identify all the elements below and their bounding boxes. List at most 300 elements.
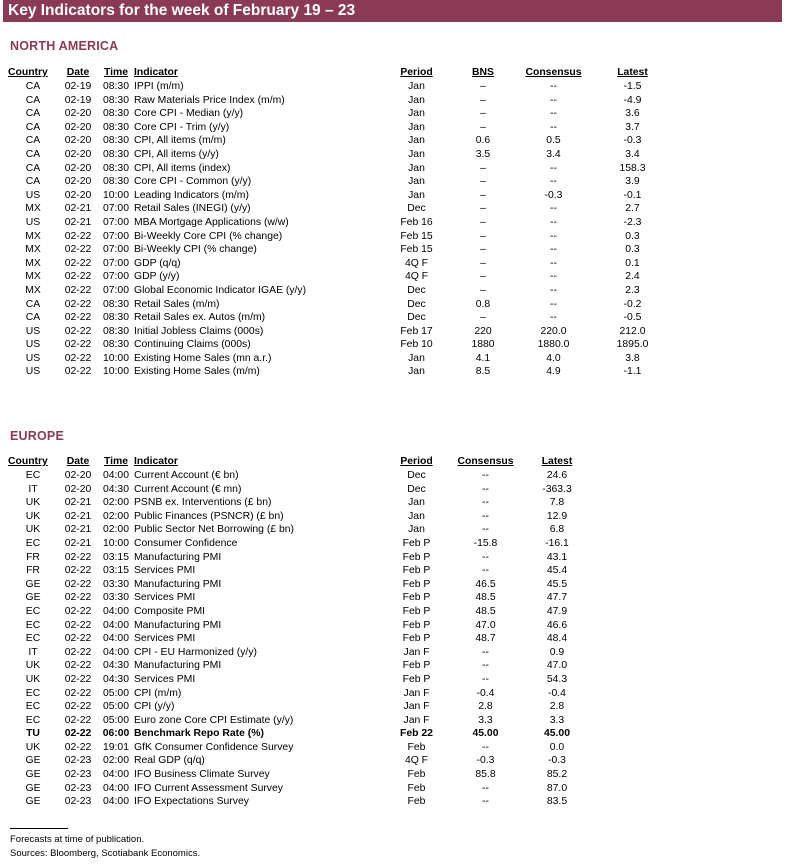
cell-bns: –	[480, 244, 486, 256]
cell-country: US	[25, 366, 41, 378]
cell-country: UK	[25, 497, 41, 509]
cell-consensus: 3.4	[546, 148, 561, 160]
cell-country: MX	[25, 230, 41, 242]
cell-date: 02-22	[64, 325, 92, 337]
cell-indicator: CPI, All items (m/m)	[134, 135, 226, 147]
cell-period: Feb P	[402, 633, 431, 645]
cell-bns: 0.6	[475, 135, 491, 147]
cell-consensus: --	[550, 176, 557, 188]
cell-period: Feb	[407, 769, 426, 781]
footnote-sources: Sources: Bloomberg, Scotiabank Economics.	[10, 848, 201, 859]
cell-latest: -0.2	[623, 298, 642, 310]
cell-latest: 87.0	[546, 782, 568, 794]
cell-consensus: --	[550, 108, 557, 120]
table-row	[8, 311, 675, 325]
cell-indicator: Services PMI	[134, 673, 196, 685]
cell-date: 02-21	[64, 537, 92, 549]
cell-latest: 7.8	[549, 497, 565, 509]
cell-period: Jan	[408, 108, 425, 120]
cell-consensus: --	[550, 244, 557, 256]
table-row	[8, 523, 592, 537]
cell-latest: -363.3	[542, 483, 572, 495]
cell-consensus: --	[482, 497, 489, 509]
table-row	[8, 94, 675, 108]
cell-indicator: Manufacturing PMI	[134, 619, 222, 631]
cell-indicator: CPI, All items (index)	[134, 162, 231, 174]
cell-country: EC	[25, 633, 41, 645]
cell-time: 02:00	[102, 755, 129, 767]
cell-time: 10:00	[102, 352, 129, 364]
banner-title: Key Indicators for the week of February 19 – 23	[8, 2, 356, 19]
cell-consensus: -0.3	[544, 189, 563, 201]
cell-consensus: --	[482, 673, 489, 685]
cell-date: 02-23	[64, 769, 92, 781]
table-row	[8, 243, 675, 257]
cell-indicator: Real GDP (q/q)	[134, 755, 205, 767]
cell-bns: –	[480, 176, 486, 188]
cell-latest: 3.6	[625, 108, 640, 120]
cell-country: EC	[25, 701, 41, 713]
cell-indicator: Initial Jobless Claims (000s)	[134, 325, 264, 337]
cell-country: CA	[25, 121, 41, 133]
cell-consensus: --	[482, 551, 489, 563]
cell-country: EC	[25, 470, 41, 481]
cell-date: 02-20	[64, 135, 92, 147]
cell-date: 02-23	[64, 782, 92, 794]
cell-time: 07:00	[102, 244, 129, 256]
cell-consensus: 2.8	[478, 701, 493, 713]
cell-date: 02-22	[64, 728, 92, 740]
cell-period: Feb	[407, 741, 426, 753]
cell-latest: 85.2	[546, 769, 568, 781]
cell-time: 06:00	[102, 728, 130, 740]
cell-bns: 4.1	[475, 352, 491, 364]
cell-period: Jan	[408, 148, 425, 160]
cell-indicator: CPI, All items (y/y)	[134, 148, 219, 160]
cell-date: 02-22	[64, 366, 92, 378]
cell-country: EC	[25, 605, 41, 617]
table-row	[8, 646, 592, 660]
page-banner	[3, 0, 782, 22]
cell-date: 02-22	[64, 592, 92, 604]
table-row	[8, 659, 592, 673]
table-row	[8, 496, 592, 510]
cell-time: 05:00	[102, 714, 129, 726]
cell-date: 02-23	[64, 755, 92, 767]
cell-country: UK	[25, 660, 41, 672]
cell-date: 02-22	[64, 257, 92, 269]
cell-period: Dec	[407, 298, 426, 310]
cell-latest: 45.4	[546, 565, 568, 577]
cell-time: 10:00	[102, 366, 129, 378]
cell-period: Feb	[407, 782, 426, 794]
cell-country: MX	[25, 284, 41, 296]
cell-indicator: Manufacturing PMI	[134, 578, 222, 590]
cell-consensus: -15.8	[473, 537, 498, 549]
cell-bns: –	[480, 284, 486, 296]
cell-country: IT	[28, 646, 38, 658]
cell-period: Jan	[408, 510, 425, 522]
cell-country: FR	[26, 565, 40, 577]
cell-date: 02-22	[64, 284, 92, 296]
cell-time: 04:30	[102, 673, 129, 685]
table-header-row	[8, 65, 675, 80]
cell-country: CA	[25, 176, 41, 188]
col-header-latest: Latest	[617, 67, 648, 78]
cell-country: GE	[25, 755, 41, 767]
cell-bns: –	[480, 121, 486, 133]
table-row	[8, 795, 592, 809]
cell-indicator: Benchmark Repo Rate (%)	[134, 728, 264, 740]
cell-indicator: Retail Sales (INEGI) (y/y)	[134, 203, 251, 215]
cell-consensus: --	[550, 312, 557, 324]
cell-latest: 47.7	[546, 592, 568, 604]
cell-latest: 3.4	[625, 148, 640, 160]
table-row	[8, 80, 675, 94]
cell-date: 02-22	[64, 633, 92, 645]
cell-time: 08:30	[102, 148, 129, 160]
cell-date: 02-22	[64, 565, 92, 577]
cell-period: Feb P	[402, 619, 431, 631]
cell-country: MX	[25, 203, 41, 215]
cell-country: CA	[25, 312, 41, 324]
footnote-divider	[10, 828, 68, 829]
cell-bns: –	[480, 162, 486, 174]
cell-country: CA	[25, 108, 41, 120]
table-row	[8, 591, 592, 605]
cell-indicator: Core CPI - Trim (y/y)	[134, 121, 230, 133]
cell-indicator: Manufacturing PMI	[134, 660, 222, 672]
table-row	[8, 564, 592, 578]
cell-date: 02-21	[64, 524, 92, 536]
cell-latest: 54.3	[546, 673, 568, 685]
cell-country: MX	[25, 257, 41, 269]
cell-time: 04:00	[102, 619, 129, 631]
cell-date: 02-22	[64, 578, 92, 590]
cell-indicator: IPPI (m/m)	[134, 81, 184, 92]
cell-date: 02-22	[64, 646, 92, 658]
cell-latest: -1.1	[623, 366, 642, 378]
cell-country: EC	[25, 687, 41, 699]
cell-consensus: 47.0	[475, 619, 496, 631]
cell-consensus: --	[482, 796, 489, 808]
cell-period: Jan	[408, 94, 425, 106]
cell-indicator: Core CPI - Median (y/y)	[134, 108, 244, 120]
cell-date: 02-22	[64, 244, 92, 256]
cell-country: US	[25, 352, 41, 364]
table-row	[8, 605, 592, 619]
cell-indicator: Global Economic Indicator IGAE (y/y)	[134, 284, 307, 296]
cell-consensus: 3.3	[478, 714, 493, 726]
cell-country: GE	[25, 592, 41, 604]
col-header-consensus: Consensus	[525, 67, 582, 78]
cell-consensus: 48.5	[475, 605, 496, 617]
cell-time: 04:00	[102, 605, 129, 617]
cell-period: Jan	[408, 366, 425, 378]
cell-latest: 2.7	[625, 203, 640, 215]
table-row	[8, 338, 675, 352]
table-row	[8, 284, 675, 298]
cell-date: 02-22	[64, 230, 92, 242]
table-row	[8, 714, 592, 728]
cell-consensus: --	[550, 284, 557, 296]
cell-country: CA	[25, 135, 41, 147]
table-row	[8, 537, 592, 551]
cell-indicator: Services PMI	[134, 565, 196, 577]
cell-latest: 83.5	[546, 796, 568, 808]
table-row	[8, 782, 592, 796]
cell-latest: -0.5	[623, 312, 642, 324]
cell-period: Dec	[407, 203, 426, 215]
cell-time: 10:00	[102, 189, 129, 201]
col-header-period: Period	[400, 67, 433, 78]
cell-indicator: PSNB ex. Interventions (£ bn)	[134, 497, 272, 509]
cell-consensus: --	[482, 782, 489, 794]
cell-indicator: Retail Sales (m/m)	[134, 298, 220, 310]
cell-time: 04:00	[102, 646, 129, 658]
cell-time: 10:00	[102, 537, 129, 549]
cell-country: UK	[25, 741, 41, 753]
cell-date: 02-22	[64, 660, 92, 672]
cell-period: Jan	[408, 352, 425, 364]
cell-country: UK	[25, 673, 41, 685]
cell-time: 03:15	[102, 565, 129, 577]
cell-period: Jan F	[403, 714, 430, 726]
cell-indicator: Euro zone Core CPI Estimate (y/y)	[134, 714, 294, 726]
cell-bns: –	[480, 189, 486, 201]
cell-country: CA	[25, 81, 41, 92]
cell-bns: –	[480, 257, 486, 269]
table-row	[8, 325, 675, 339]
cell-date: 02-22	[64, 271, 92, 283]
cell-bns: –	[480, 271, 486, 283]
table-row	[8, 741, 592, 755]
cell-period: Dec	[407, 284, 426, 296]
cell-country: US	[25, 216, 41, 228]
cell-time: 07:00	[102, 230, 129, 242]
cell-latest: 12.9	[546, 510, 568, 522]
col-header-date: Date	[66, 67, 90, 78]
cell-latest: 47.9	[546, 605, 568, 617]
cell-period: Jan F	[403, 701, 430, 713]
cell-indicator: Current Account (€ mn)	[134, 483, 242, 495]
table-row	[8, 121, 675, 135]
cell-time: 07:00	[102, 216, 129, 228]
cell-latest: 3.7	[625, 121, 640, 133]
cell-period: Feb P	[402, 537, 431, 549]
cell-time: 08:30	[102, 135, 129, 147]
cell-period: Feb	[407, 796, 426, 808]
cell-time: 05:00	[102, 701, 129, 713]
cell-latest: 3.8	[625, 352, 640, 364]
cell-latest: -16.1	[545, 537, 569, 549]
cell-period: Jan	[408, 524, 425, 536]
cell-date: 02-21	[64, 497, 92, 509]
cell-time: 08:30	[102, 94, 129, 106]
cell-bns: –	[480, 216, 486, 228]
cell-indicator: Existing Home Sales (m/m)	[134, 366, 260, 378]
table-row	[8, 687, 592, 701]
cell-country: US	[25, 325, 41, 337]
cell-consensus: 4.9	[546, 366, 561, 378]
north-america-table	[8, 65, 675, 379]
cell-time: 03:30	[102, 578, 129, 590]
cell-time: 03:30	[102, 592, 129, 604]
cell-period: Jan	[408, 189, 425, 201]
cell-indicator: Services PMI	[134, 633, 196, 645]
cell-indicator: Manufacturing PMI	[134, 551, 222, 563]
table-row	[8, 257, 675, 271]
cell-period: Feb P	[402, 551, 431, 563]
cell-date: 02-21	[64, 216, 92, 228]
cell-period: Jan	[408, 121, 425, 133]
col-header-date: Date	[66, 456, 90, 467]
cell-country: GE	[25, 769, 41, 781]
cell-period: Feb 22	[400, 728, 433, 740]
cell-consensus: 0.5	[546, 135, 561, 147]
cell-country: GE	[25, 796, 41, 808]
cell-latest: 1895.0	[616, 339, 649, 351]
cell-latest: 0.9	[549, 646, 565, 658]
cell-latest: 6.8	[549, 524, 565, 536]
cell-consensus: 46.5	[475, 578, 496, 590]
cell-consensus: --	[550, 230, 557, 242]
cell-bns: 0.8	[475, 298, 491, 310]
cell-latest: 0.0	[549, 741, 565, 753]
table-row	[8, 510, 592, 524]
cell-consensus: 1880.0	[537, 339, 570, 351]
cell-latest: 0.3	[625, 230, 640, 242]
col-header-time: Time	[103, 456, 129, 467]
table-row	[8, 148, 675, 162]
cell-indicator: IFO Expectations Survey	[134, 796, 249, 808]
cell-indicator: GDP (y/y)	[134, 271, 180, 283]
table-row	[8, 175, 675, 189]
cell-date: 02-21	[64, 203, 92, 215]
cell-latest: -4.9	[623, 94, 642, 106]
cell-consensus: -0.4	[476, 687, 495, 699]
table-header-row	[8, 454, 592, 469]
cell-period: 4Q F	[404, 257, 429, 269]
cell-date: 02-22	[64, 298, 92, 310]
cell-date: 02-19	[64, 81, 92, 92]
europe-section-title: EUROPE	[10, 429, 64, 443]
cell-consensus: --	[482, 470, 489, 481]
table-row	[8, 202, 675, 216]
cell-latest: 158.3	[619, 162, 646, 174]
cell-period: Feb P	[402, 673, 431, 685]
cell-consensus: --	[482, 741, 489, 753]
cell-indicator: Existing Home Sales (mn a.r.)	[134, 352, 272, 364]
cell-latest: 0.3	[625, 244, 640, 256]
col-header-consensus: Consensus	[457, 456, 514, 467]
cell-country: MX	[25, 271, 41, 283]
cell-indicator: Raw Materials Price Index (m/m)	[134, 94, 285, 106]
cell-indicator: Composite PMI	[134, 605, 206, 617]
cell-period: Feb P	[402, 578, 431, 590]
cell-consensus: -0.3	[476, 755, 495, 767]
table-row	[8, 619, 592, 633]
cell-consensus: --	[482, 510, 489, 522]
cell-time: 08:30	[102, 339, 129, 351]
table-row	[8, 134, 675, 148]
cell-latest: 47.0	[546, 660, 568, 672]
cell-time: 07:00	[102, 203, 129, 215]
cell-period: Feb P	[402, 660, 431, 672]
cell-indicator: MBA Mortgage Applications (w/w)	[134, 216, 289, 228]
cell-time: 07:00	[102, 271, 129, 283]
cell-indicator: Continuing Claims (000s)	[134, 339, 251, 351]
cell-time: 07:00	[102, 257, 129, 269]
cell-date: 02-20	[64, 108, 92, 120]
cell-indicator: IFO Business Climate Survey	[134, 769, 270, 781]
cell-bns: 3.5	[475, 148, 491, 160]
cell-consensus: --	[550, 216, 557, 228]
cell-country: CA	[25, 148, 41, 160]
cell-period: Jan	[408, 81, 425, 92]
cell-period: Jan	[408, 162, 425, 174]
cell-country: GE	[25, 578, 41, 590]
table-row	[8, 673, 592, 687]
cell-bns: –	[480, 312, 486, 324]
table-row	[8, 189, 675, 203]
table-row	[8, 162, 675, 176]
col-header-country: Country	[8, 67, 48, 78]
table-row	[8, 768, 592, 782]
cell-time: 08:30	[102, 176, 129, 188]
table-row	[8, 727, 592, 741]
cell-indicator: CPI - EU Harmonized (y/y)	[134, 646, 257, 658]
cell-indicator: Consumer Confidence	[134, 537, 238, 549]
col-header-indicator: Indicator	[134, 67, 178, 78]
col-header-indicator: Indicator	[134, 456, 178, 467]
cell-period: Dec	[407, 312, 426, 324]
cell-date: 02-20	[64, 176, 92, 188]
col-header-time: Time	[103, 67, 129, 78]
cell-country: MX	[25, 244, 41, 256]
cell-time: 04:00	[102, 769, 129, 781]
col-header-latest: Latest	[541, 456, 573, 467]
cell-date: 02-20	[64, 148, 92, 160]
cell-consensus: 48.5	[475, 592, 496, 604]
cell-date: 02-20	[64, 189, 92, 201]
cell-time: 02:00	[102, 524, 129, 536]
cell-time: 05:00	[102, 687, 129, 699]
cell-indicator: GfK Consumer Confidence Survey	[134, 741, 294, 753]
cell-latest: -2.3	[623, 216, 642, 228]
cell-indicator: Public Finances (PSNCR) (£ bn)	[134, 510, 284, 522]
cell-date: 02-22	[64, 551, 92, 563]
cell-latest: 45.5	[546, 578, 568, 590]
cell-period: Dec	[407, 483, 426, 495]
europe-table	[8, 454, 592, 809]
cell-time: 07:00	[102, 284, 129, 296]
cell-latest: 3.9	[625, 176, 640, 188]
cell-period: Feb 17	[400, 325, 433, 337]
footnote-forecasts: Forecasts at time of publication.	[10, 834, 145, 845]
cell-time: 04:00	[102, 470, 129, 481]
cell-bns: –	[480, 94, 486, 106]
cell-time: 04:30	[102, 483, 129, 495]
cell-country: UK	[25, 510, 41, 522]
cell-consensus: --	[550, 257, 557, 269]
table-row	[8, 700, 592, 714]
cell-date: 02-22	[64, 352, 92, 364]
cell-period: Feb 16	[400, 216, 433, 228]
cell-consensus: --	[550, 298, 557, 310]
cell-period: Feb 15	[400, 244, 433, 256]
cell-consensus: --	[482, 660, 489, 672]
